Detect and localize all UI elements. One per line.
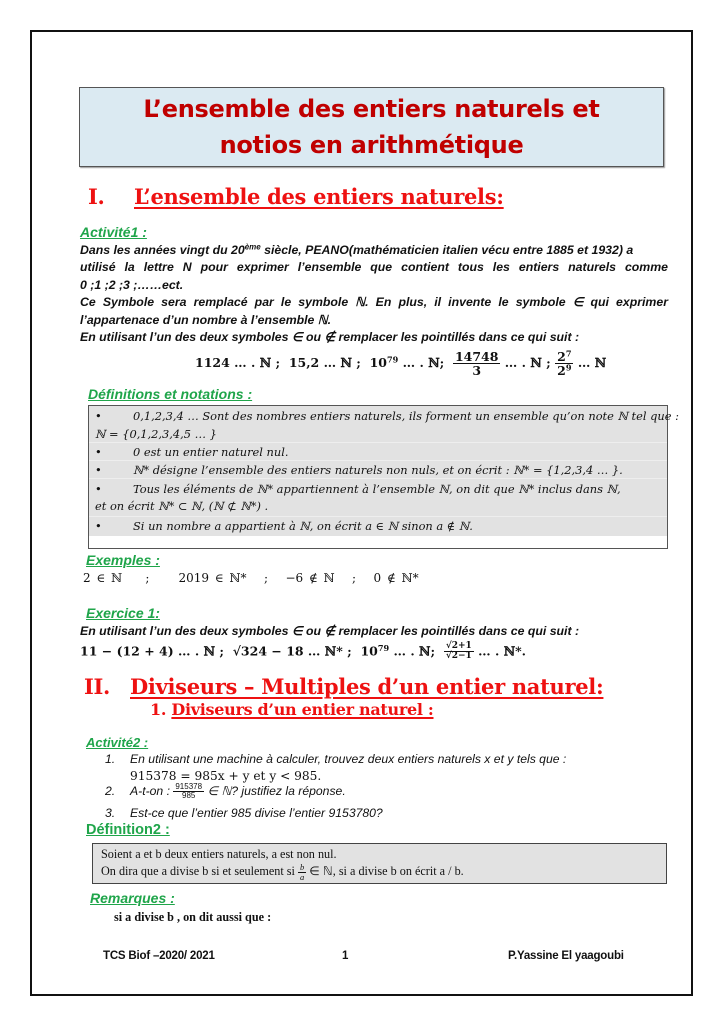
- definition-item-4: • Tous les éléments de ℕ* appartiennent à l’ensemble ℕ, on dit que ℕ* inclus dans ℕ,: [95, 482, 621, 496]
- exercice1-heading: Exercice 1:: [86, 605, 160, 621]
- exercice1-instruction: En utilisant l’un des deux symboles ∈ ou ∉ remplacer les pointillés dans ce qui suit :: [80, 624, 580, 638]
- fraction-915378-over-985: $\frac{915378}{985}$: [175, 782, 203, 801]
- definitions-box: [88, 405, 679, 549]
- activite1-line-2: utilisé la lettre N pour exprimer l’ensemble que contient tous les entiers naturels comme: [80, 260, 668, 275]
- definition-item-4-cont: et on écrit ℕ* ⊂ ℕ, (ℕ ⊄ ℕ*) .: [95, 499, 269, 513]
- fraction-sqrt2-plus1-over-sqrt2-minus1: $\frac{√2+1}{√2-1}$: [445, 641, 472, 662]
- definition-item-2: • 0 est un entier naturel nul.: [95, 445, 289, 459]
- footer-author: P.Yassine El yaagoubi: [508, 950, 624, 962]
- activite1-line-4: Ce Symbole sera remplacé par le symbole ℕ. En plus, il invente le symbole ∈ qui exprimer: [80, 295, 668, 310]
- definition2-line-2: On dira que a divise b si et seulement si $\frac{b}{a}$ ∈ ℕ, si a divise b on écrit a / b.: [101, 862, 464, 882]
- activite1-exercise-math: 1124 … . ℕ ; 15,2 … ℕ ; $10^{79}$ … . ℕ; $\frac{14748}{3}$ … . ℕ ; $\frac{2^7}{2^9}$ … ℕ: [195, 348, 607, 379]
- activite1-line-3: 0 ;1 ;2 ;3 ;……ect.: [80, 277, 184, 292]
- document-title-box: [79, 87, 664, 167]
- definition-item-3: • ℕ* désigne l’ensemble des entiers naturels non nuls, et on écrit : ℕ* = {1,2,3,4 … }.: [95, 463, 623, 477]
- footer-page-number: 1: [342, 950, 349, 962]
- remarques-line: si a divise b , on dit aussi que :: [114, 910, 272, 924]
- exemples-line: 2 ∈ ℕ ; 2019 ∈ ℕ* ; −6 ∉ ℕ ; 0 ∉ ℕ*: [83, 571, 419, 585]
- activite2-item-1-cont: 915378 = 985x + y et y < 985.: [130, 769, 322, 783]
- definition2-heading: Définition2 :: [86, 822, 170, 838]
- activite2-item-1: 1. En utilisant une machine à calculer, trouvez deux entiers naturels x et y tels que :: [105, 752, 567, 766]
- section-1-heading: [88, 184, 504, 209]
- activite1-heading: Activité1 :: [80, 224, 147, 240]
- activite1-line-1: Dans les années vingt du 20ème siècle, PEANO(mathématicien italien vécu entre 1885 et 1932) a: [80, 242, 634, 257]
- subsection-1-heading: 1. Diviseurs d’un entier naturel :: [150, 700, 434, 719]
- activite2-heading: Activité2 :: [86, 735, 149, 750]
- section-2-heading: [84, 674, 603, 699]
- definition-item-1: • 0,1,2,3,4 … Sont des nombres entiers naturels, ils forment un ensemble qu’on note ℕ tel que :: [95, 409, 679, 423]
- section-2-title: Diviseurs – Multiples d’un entier naturel:: [130, 674, 604, 699]
- definition2-line-1: Soient a et b deux entiers naturels, a est non nul.: [101, 847, 337, 861]
- fraction-b-over-a: $\frac{b}{a}$: [300, 862, 305, 882]
- document-title-line1: L’ensemble des entiers naturels et: [143, 95, 600, 123]
- activite1-text: [80, 242, 668, 346]
- remarques-heading: Remarques :: [90, 890, 175, 906]
- section-1-title: L’ensemble des entiers naturels:: [134, 184, 504, 209]
- definitions-heading: Définitions et notations :: [88, 386, 253, 402]
- definition2-box: [92, 843, 667, 884]
- activite2-item-3: 3. Est-ce que l’entier 985 divise l’entier 9153780?: [105, 806, 383, 820]
- activite2-item-2: 2. A-t-on : $\frac{915378}{985}$ ∈ ℕ? justifiez la réponse.: [105, 782, 346, 801]
- exercice1-math: 11 − (12 + 4) … . ℕ ; √324 − 18 … ℕ* ; $10^{79}$ … . ℕ; $\frac{√2+1}{√2-1}$ … . ℕ*.: [80, 641, 527, 662]
- section-1-number: I.: [88, 184, 105, 209]
- definition-item-5: • Si un nombre a appartient à ℕ, on écrit a ∈ ℕ sinon a ∉ ℕ.: [95, 519, 473, 533]
- fraction-14748-over-3: $\frac{14748}{3}$: [454, 349, 499, 379]
- definition-item-1-cont: ℕ = {0,1,2,3,4,5 … }: [95, 427, 217, 441]
- fraction-2pow7-over-2pow9: $\frac{2^7}{2^9}$: [557, 348, 572, 379]
- document-title-line2: notios en arithmétique: [219, 131, 524, 159]
- section-2-number: II.: [84, 674, 111, 699]
- exemples-heading: Exemples :: [86, 552, 160, 568]
- activite1-line-5: l’appartenace d’un nombre à l’ensemble ℕ.: [80, 312, 332, 327]
- footer-class-year: TCS Biof –2020/ 2021: [103, 950, 215, 962]
- activite1-line-6: En utilisant l’un des deux symboles ∈ ou ∉ remplacer les pointillés dans ce qui suit :: [80, 330, 580, 345]
